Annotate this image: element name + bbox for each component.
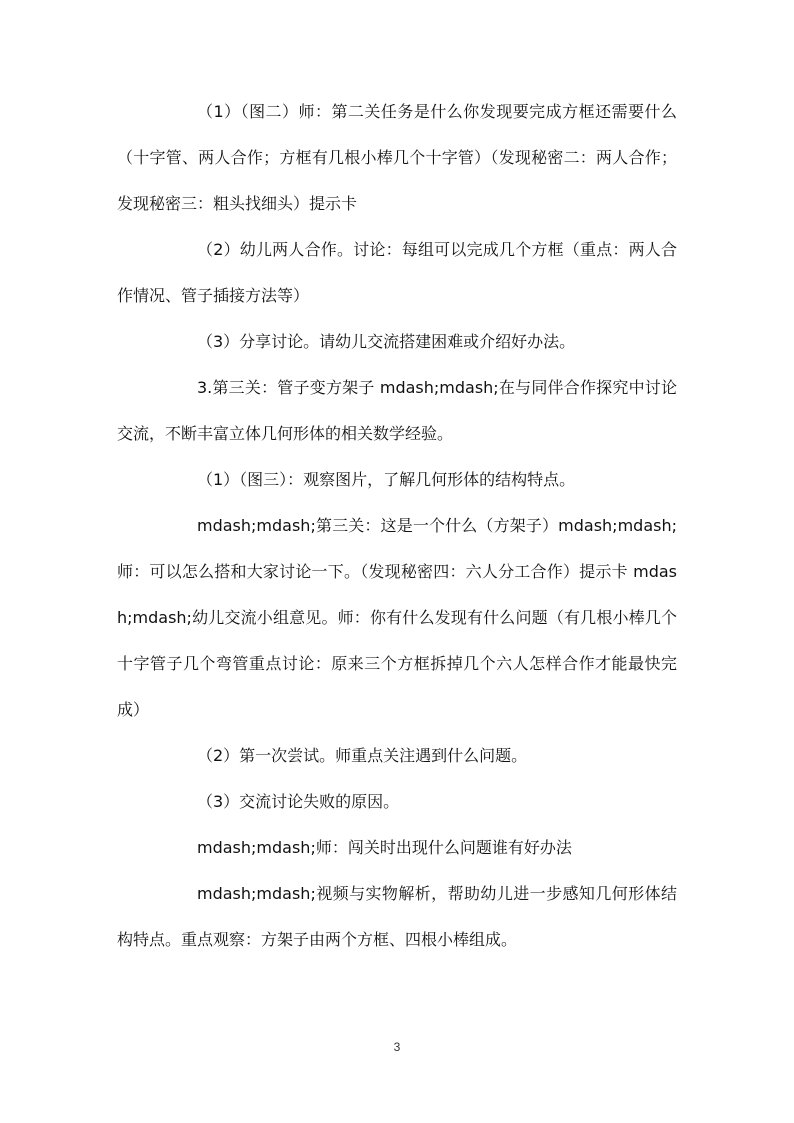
paragraph-level-three-dialogue: mdash;mdash;第三关：这是一个什么（方架子）mdash;mdash;师：可以怎么搭和大家讨论一下。（发现秘密四：六人分工合作）提示卡 mdash;mdash;幼儿交流小组意见。师：你有什么发现有什么问题（有几根小棒几个十字管子几个弯管重点讨论：原来三个方框拆掉几个六人怎样合作才能最快完成） [117, 516, 677, 719]
paragraph-problem-solutions: mdash;mdash;师：闯关时出现什么问题谁有好办法 [197, 838, 572, 857]
paragraph-failure-reasons: （3）交流讨论失败的原因。 [197, 792, 400, 811]
paragraph-pair-cooperation: （2）幼儿两人合作。讨论：每组可以完成几个方框（重点：两人合作情况、管子插接方法等） [117, 240, 677, 305]
paragraph-task-two: （1）（图二）师：第二关任务是什么你发现要完成方框还需要什么（十字管、两人合作；方框有几根小棒几个十字管）（发现秘密二：两人合作；发现秘密三：粗头找细头）提示卡 [117, 102, 677, 213]
page-number: 3 [393, 1040, 401, 1054]
paragraph-share-discussion: （3）分享讨论。请幼儿交流搭建困难或介绍好办法。 [197, 332, 576, 351]
paragraph-level-three: 3.第三关：管子变方架子 mdash;mdash;在与同伴合作探究中讨论交流，不断丰富立体几何形体的相关数学经验。 [117, 378, 677, 443]
paragraph-observe-picture: （1）（图三）：观察图片，了解几何形体的结构特点。 [197, 470, 576, 489]
paragraph-first-attempt: （2）第一次尝试。师重点关注遇到什么问题。 [197, 746, 528, 765]
document-body [117, 89, 677, 963]
paragraph-video-analysis: mdash;mdash;视频与实物解析，帮助幼儿进一步感知几何形体结构特点。重点观察：方架子由两个方框、四根小棒组成。 [117, 884, 677, 949]
